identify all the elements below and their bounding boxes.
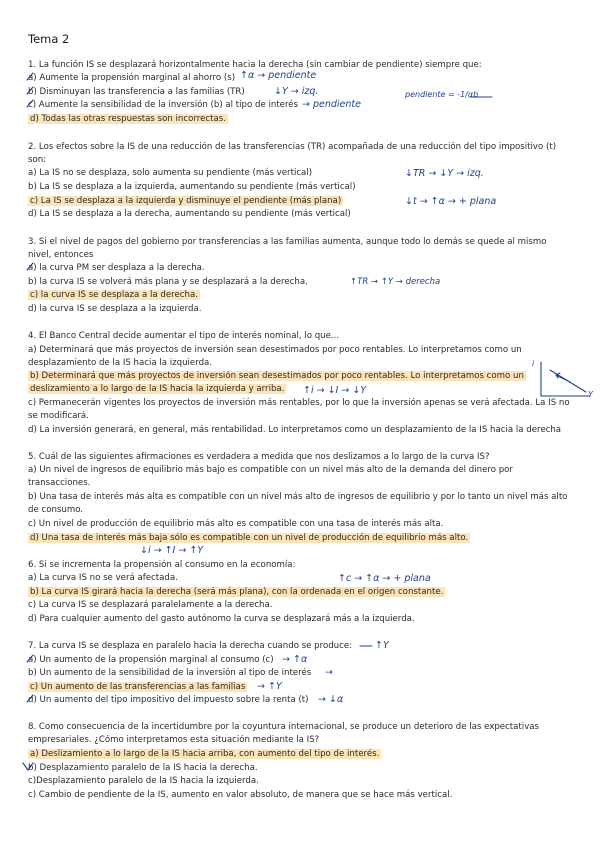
q4-option-a-line-1: a) Determinará que más proyectos de inversión sean desestimados por poco rentables. Lo interpretamos como un [28, 345, 522, 355]
q5-option-a-line-2: transacciones. [28, 478, 91, 488]
q6-question: 6. Si se incrementa la propensión al consumo en la economía: [28, 560, 296, 570]
q7-option-d: d) Un aumento del tipo impositivo del impuesto sobre la renta (t) [28, 695, 309, 705]
q8-option-d: c) Cambio de pendiente de la IS, aumento en valor absoluto, de manera que se hace más vertical. [28, 790, 453, 800]
q3-mark-a [27, 263, 33, 270]
q4-note: ↑i → ↓I → ↓Y [303, 385, 367, 396]
q2-note-1: ↓TR → ↓Y → izq. [405, 168, 484, 179]
q4-option-a-line-2: desplazamiento de la IS hacia la izquierda. [28, 358, 213, 368]
q6-option-a: a) La curva IS no se verá afectada. [28, 573, 178, 583]
q3-option-d: d) la curva IS se desplaza a la izquierda. [28, 304, 202, 314]
q4-highlight-1: b) Determinará que más proyectos de inversión sean desestimados por poco rentables. Lo interpretamos como un [30, 371, 524, 381]
q4-option-c-line-1: c) Permanecerán vigentes los proyectos de inversión más rentables, por lo que la inversión apenas se verá afectada. La IS no [28, 398, 570, 408]
q8-option-c: c)Desplazamiento paralelo de la IS hacia la izquierda. [28, 776, 259, 786]
q2-option-d: d) La IS se desplaza a la derecha, aumentando su pendiente (más vertical) [28, 209, 351, 219]
q3-option-b: b) la curva IS se volverá más plana y se desplazará a la derecha. [28, 277, 308, 287]
q1-mark-a [27, 73, 33, 80]
q2-note-2: ↓t → ↑α → + plana [405, 196, 497, 207]
q6-option-d: d) Para cualquier aumento del gasto autónomo la curva se desplazará más a la izquierda. [28, 614, 415, 624]
q7-option-b: b) Un aumento de la sensibilidad de la inversión al tipo de interés [28, 668, 312, 678]
q8-highlight: a) Deslizamiento a lo largo de la IS hacia arriba, con aumento del tipo de interés. [30, 749, 380, 759]
q5-option-b-line-2: de consumo. [28, 505, 84, 515]
q8-option-b: b) Desplazamiento paralelo de la IS hacia la derecha. [28, 763, 258, 773]
q7-question: 7. La curva IS se desplaza en paralelo hacia la derecha cuando se produce: [28, 641, 353, 651]
q2-option-a: a) La IS no se desplaza, solo aumenta su pendiente (más vertical) [28, 168, 313, 178]
q8-mark-b [23, 763, 33, 770]
q4-question: 4. El Banco Central decide aumentar el tipo de interés nominal, lo que... [28, 331, 340, 341]
q4-option-d: d) La inversión generará, en general, más rentabilidad. Lo interpretamos como un desplazamiento de la IS hacia la derecha [28, 425, 562, 435]
q4-highlight-2: deslizamiento a lo largo de la IS hacia la izquierda y arriba. [30, 384, 285, 394]
q2-option-b: b) La IS se desplaza a la izquierda, aumentando su pendiente (más vertical) [28, 182, 356, 192]
q5-question: 5. Cuál de las siguientes afirmaciones es verdadera a medida que nos deslizamos a lo largo de la curva IS? [28, 452, 490, 462]
q6-note: ↑c → ↑α → + plana [338, 573, 431, 584]
q3-question-line-1: 3. Si el nivel de pagos del gobierno por transferencias a las familias aumenta, aunque todo lo demás se quede al mismo [28, 237, 547, 247]
q1-mark-c [27, 100, 33, 107]
q8-question-line-2: empresariales. ¿Cómo interpretamos esta situación mediante la IS? [28, 735, 320, 745]
q7-option-a: a) Un aumento de la propensión marginal al consumo (c) [28, 655, 274, 665]
q7-mark-d [27, 695, 33, 702]
q6-option-c: c) La curva IS se desplazará paralelamente a la derecha. [28, 600, 273, 610]
q1-highlight: d) Todas las otras respuestas son incorrectas. [30, 114, 226, 124]
q2-question-line-1: 2. Los efectos sobre la IS de una reducción de las transferencias (TR) acompañada de una reducción del tipo impositivo (t) [28, 142, 557, 152]
q1-option-a: a) Aumente la propensión marginal al ahorro (s) [28, 73, 236, 83]
q1-question: 1. La función IS se desplazará horizontalmente hacia la derecha (sin cambiar de pendiente) siempre que: [28, 60, 482, 70]
q1-option-c: c) Aumente la sensibilidad de la inversión (b) al tipo de interés [28, 100, 299, 110]
q8-question-line-1: 8. Como consecuencia de la incertidumbre por la coyuntura internacional, se produce un deterioro de las expectativas [28, 722, 540, 732]
q1-option-b: b) Disminuyan las transferencia a las familias (TR) [28, 87, 245, 97]
page-title: Tema 2 [28, 32, 70, 46]
q1-note-c: → pendiente [302, 99, 361, 110]
q2-question-line-2: son: [28, 155, 47, 165]
q7-mark-a [27, 655, 33, 662]
q6-highlight: b) La curva IS girará hacia la derecha (será más plana), con la ordenada en el origen constante. [30, 587, 444, 597]
q5-option-b-line-1: b) Una tasa de interés más alta es compatible con un nivel más alto de ingresos de equilibrio y por lo tanto un nivel más alto [28, 492, 568, 502]
q5-option-c: c) Un nivel de producción de equilibrio más alto es compatible con una tasa de interés más alta. [28, 519, 444, 529]
q3-highlight: c) la curva IS se desplaza a la derecha. [30, 290, 198, 300]
q5-note: ↓i → ↑I → ↑Y [140, 545, 204, 556]
q5-option-a-line-1: a) Un nivel de ingresos de equilibrio más bajo es compatible con un nivel más alto de la demanda del dinero por [28, 465, 513, 475]
q3-option-a: a) la curva PM ser desplaza a la derecha. [28, 263, 205, 273]
q7-note-b: → [325, 667, 333, 678]
q1-note-a: ↑α → pendiente [240, 70, 317, 81]
q4-graph-y-label: i [532, 359, 535, 368]
q5-highlight: d) Una tasa de interés más baja sólo es compatible con un nivel de producción de equilibrio más alto. [30, 533, 469, 543]
q1-note-formula: pendiente = -1/αb [405, 90, 479, 99]
q7-note-d: → ↓α [318, 694, 344, 705]
q3-question-line-2: nivel, entonces [28, 250, 94, 260]
q7-note-q: ↑Y [375, 640, 389, 651]
q4-graph-x-label: Y [588, 390, 593, 399]
q3-note: ↑TR → ↑Y → derecha [350, 277, 441, 287]
q2-highlight: c) La IS se desplaza a la izquierda y disminuye el pendiente (más plana) [30, 196, 342, 206]
q7-note-c: → ↑Y [257, 681, 282, 692]
q7-highlight: c) Un aumento de las transferencias a las familias [30, 682, 246, 692]
q7-note-a: → ↑α [282, 654, 308, 665]
q1-note-b: ↓Y → izq. [274, 86, 319, 97]
q4-option-c-line-2: se modificará. [28, 411, 89, 421]
q1-mark-b [27, 87, 33, 94]
